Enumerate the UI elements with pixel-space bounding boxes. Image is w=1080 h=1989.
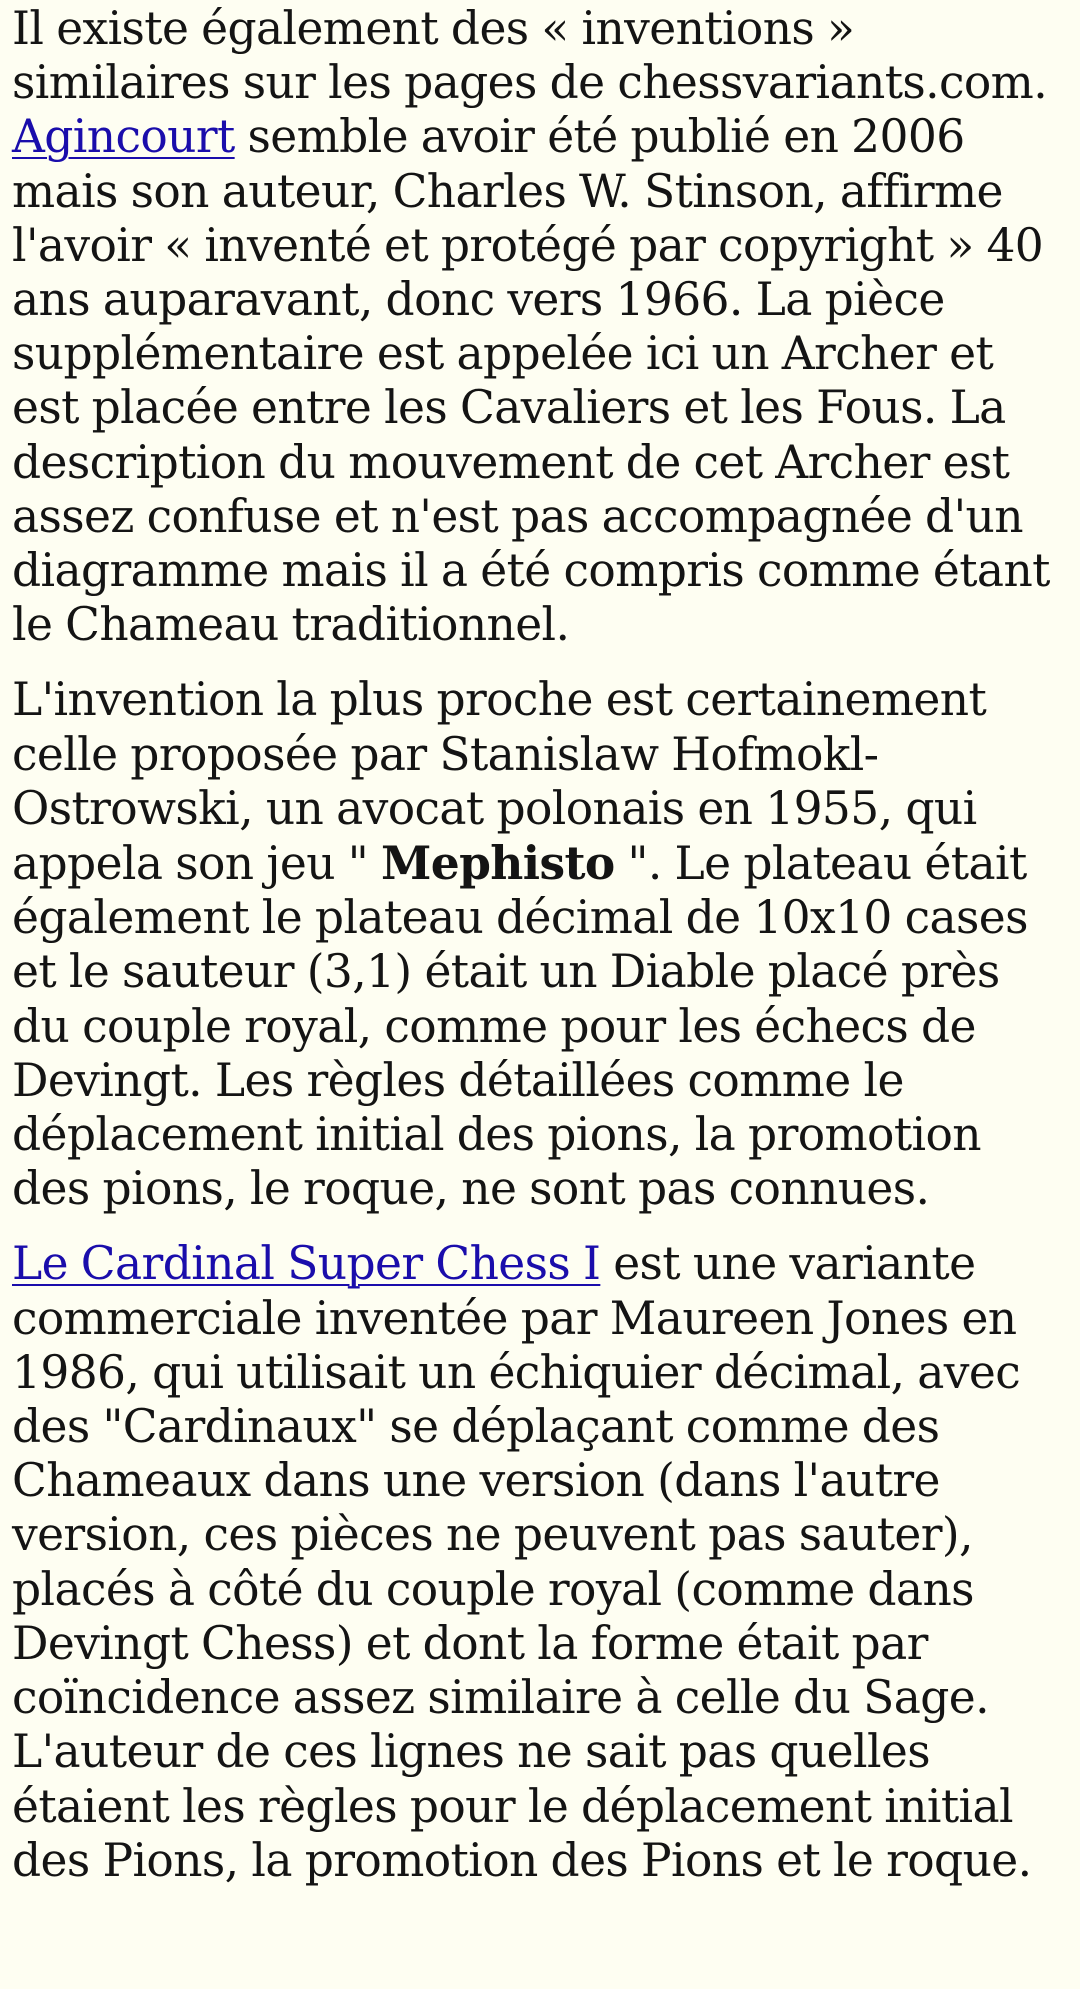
cardinal-super-chess-link[interactable]: Le Cardinal Super Chess I: [12, 1237, 601, 1291]
paragraph-text: Il existe également des « inventions » similaires sur les pages de chessvariants.com.: [12, 2, 1048, 110]
agincourt-link[interactable]: Agincourt: [12, 110, 235, 164]
paragraph-text: ". Le plateau était également le plateau décimal de 10x10 cases et le sauteur (3,1) était un Diable placé près du couple royal, comme pour les échecs de Devingt. Les règles détaillées comme le déplacement initial des pions, la promotion des pions, le roque, ne sont pas connues.: [12, 837, 1028, 1216]
paragraph-text: est une variante commerciale inventée par Maureen Jones en 1986, qui utilisait un échiquier décimal, avec des "Cardinaux" se déplaçant comme des Chameaux dans une version (dans l'autre version, ces pièces ne peuvent pas sauter), placés à côté du couple royal (comme dans Devingt Chess) et dont la forme était par coïncidence assez similaire à celle du Sage. L'auteur de ces lignes ne sait pas quelles étaient les règles pour le déplacement initial des Pions, la promotion des Pions et le roque.: [12, 1237, 1032, 1887]
mephisto-bold-text: Mephisto: [380, 836, 615, 891]
paragraph-text: L'invention la plus proche est certainement celle proposée par Stanislaw Hofmokl-Ostrowski, un avocat polonais en 1955, qui appela son jeu ": [12, 673, 987, 891]
paragraph-text: semble avoir été publié en 2006 mais son auteur, Charles W. Stinson, affirme l'avoir « inventé et protégé par copyright » 40 ans auparavant, donc vers 1966. La pièce supplémentaire est appelée ici un Archer et est placée entre les Cavaliers et les Fous. La description du mouvement de cet Archer est assez confuse et n'est pas accompagnée d'un diagramme mais il a été compris comme étant le Chameau traditionnel.: [12, 110, 1050, 652]
paragraph-agincourt: [12, 2, 1068, 652]
paragraph-mephisto: [12, 673, 1068, 1216]
paragraph-cardinal: [12, 1237, 1068, 1887]
